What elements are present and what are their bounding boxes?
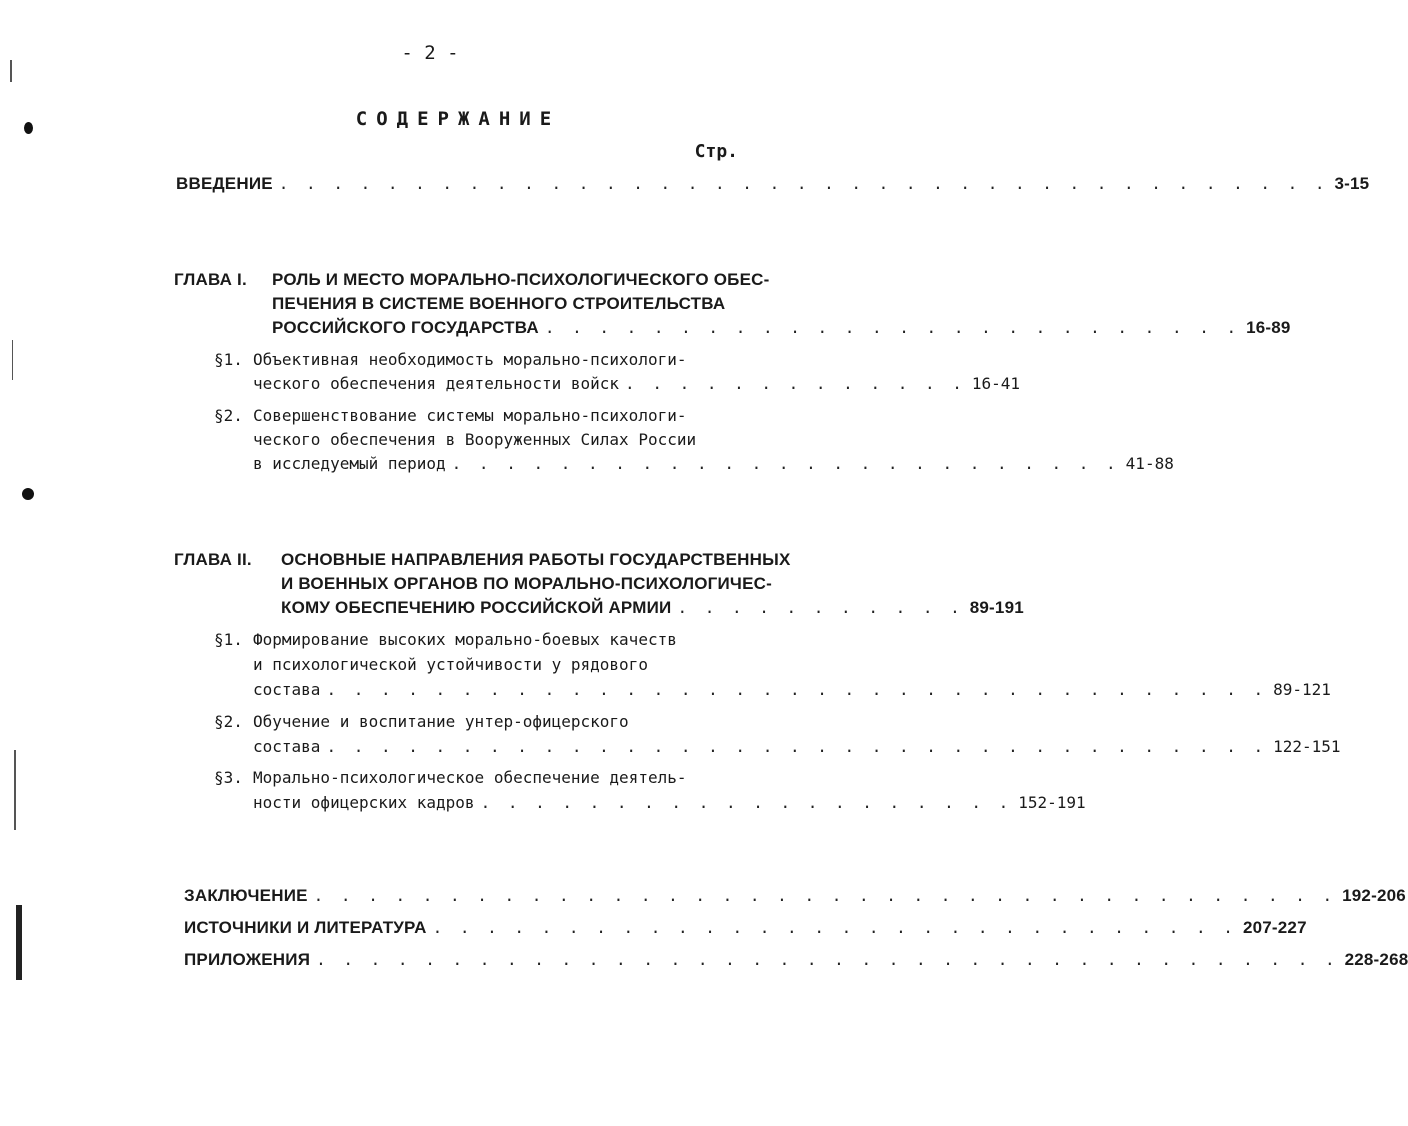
toc-pages: 207-227	[1242, 918, 1307, 937]
toc-entry-introduction	[176, 174, 1370, 194]
section-title-line: Морально-психологическое обеспечение деятель-	[253, 768, 687, 787]
toc-pages: 122-151	[1273, 737, 1341, 756]
scan-artifact	[16, 905, 22, 980]
section-last-line	[253, 793, 1086, 812]
section-title-line: ческого обеспечения деятельности войск	[253, 374, 620, 393]
toc-pages: 192-206	[1342, 886, 1406, 905]
toc-pages: 228-268	[1344, 950, 1408, 969]
section-title-line: ческого обеспечения в Вооруженных Силах России	[253, 430, 697, 449]
chapter-title-last-line	[272, 318, 1291, 338]
leader-dots: . . . . . . . . . . . . . . . . . . . . . . . . . . . . . . . . . . . . . . .	[278, 174, 1329, 193]
section-title-line: Объективная необходимость морально-психологи-	[253, 350, 687, 369]
leader-dots: . . . . . . . . . . . . . . . . . . . . . . . . .	[451, 454, 1120, 473]
leader-dots: . . . . . . . . . . .	[677, 598, 964, 617]
toc-pages: 16-41	[971, 374, 1021, 393]
toc-entry-appendices	[184, 950, 1408, 970]
section-title-line: Обучение и воспитание унтер-офицерского	[253, 712, 629, 731]
section-last-line	[253, 737, 1341, 756]
section-number: §1.	[214, 630, 243, 649]
page-number: - 2 -	[401, 42, 459, 64]
section-title-line: Совершенствование системы морально-психологи-	[253, 406, 687, 425]
section-number: §1.	[214, 350, 243, 369]
chapter-label: ГЛАВА II.	[174, 550, 252, 569]
toc-entry-conclusion	[184, 886, 1406, 906]
leader-dots: . . . . . . . . . . . . . . . . . . . . . . . . . . . . . . . . . . . . . .	[316, 950, 1339, 969]
section-number: §3.	[214, 768, 243, 787]
toc-pages: 152-191	[1018, 793, 1086, 812]
section-number: §2.	[214, 712, 243, 731]
chapter-title-line: РОЛЬ И МЕСТО МОРАЛЬНО-ПСИХОЛОГИЧЕСКОГО ОБЕС-	[272, 270, 770, 289]
leader-dots: . . . . . . . . . . . . . . . . . . . . . . . . . . . . . . . . . . . . . .	[313, 886, 1337, 905]
leader-dots: . . . . . . . . . . . . . . . . . . . .	[480, 793, 1013, 812]
page-column-header: Стр.	[694, 141, 738, 162]
section-last-line	[253, 374, 1021, 393]
leader-dots: . . . . . . . . . . . . . . . . . . . . . . . . . .	[544, 318, 1241, 337]
leader-dots: . . . . . . . . . . . . . . . . . . . . . . . . . . . . . . . . . . .	[326, 737, 1268, 756]
scan-artifact	[14, 750, 16, 830]
toc-pages: 16-89	[1246, 318, 1291, 337]
chapter-title-line: И ВОЕННЫХ ОРГАНОВ ПО МОРАЛЬНО-ПСИХОЛОГИЧЕС-	[281, 574, 772, 593]
section-title-line: и психологической устойчивости у рядового	[253, 655, 648, 674]
toc-pages: 3-15	[1334, 174, 1370, 193]
toc-label: ВВЕДЕНИЕ	[176, 174, 273, 193]
toc-entry-sources	[184, 918, 1307, 938]
chapter-title-line: ПЕЧЕНИЯ В СИСТЕМЕ ВОЕННОГО СТРОИТЕЛЬСТВА	[272, 294, 726, 313]
chapter-title-line: ОСНОВНЫЕ НАПРАВЛЕНИЯ РАБОТЫ ГОСУДАРСТВЕННЫХ	[281, 550, 791, 569]
toc-pages: 89-191	[969, 598, 1024, 617]
toc-pages: 41-88	[1125, 454, 1174, 473]
toc-label: ПРИЛОЖЕНИЯ	[184, 950, 311, 969]
section-number: §2.	[214, 406, 243, 425]
section-title-line: Формирование высоких морально-боевых качеств	[253, 630, 677, 649]
chapter-title-last-line	[281, 598, 1024, 618]
chapter-label: ГЛАВА I.	[174, 270, 247, 289]
scan-artifact	[12, 340, 13, 380]
scan-artifact	[22, 488, 34, 500]
leader-dots: . . . . . . . . . . . . . . . . . . . . . . . . . . . . . .	[432, 918, 1237, 937]
section-title-line: ности офицерских кадров	[253, 793, 475, 812]
section-title-line: состава	[253, 737, 321, 756]
section-title-line: в исследуемый период	[253, 454, 446, 473]
section-last-line	[253, 680, 1331, 699]
toc-label: ИСТОЧНИКИ И ЛИТЕРАТУРА	[184, 918, 427, 937]
chapter-title-line: РОССИЙСКОГО ГОСУДАРСТВА	[272, 318, 539, 337]
leader-dots: . . . . . . . . . . . . .	[625, 374, 966, 393]
toc-label: ЗАКЛЮЧЕНИЕ	[184, 886, 308, 905]
chapter-title-line: КОМУ ОБЕСПЕЧЕНИЮ РОССИЙСКОЙ АРМИИ	[281, 598, 672, 617]
section-title-line: состава	[253, 680, 321, 699]
page-title: СОДЕРЖАНИЕ	[355, 108, 561, 130]
section-last-line	[253, 454, 1174, 473]
toc-pages: 89-121	[1273, 680, 1331, 699]
leader-dots: . . . . . . . . . . . . . . . . . . . . . . . . . . . . . . . . . . .	[326, 680, 1268, 699]
